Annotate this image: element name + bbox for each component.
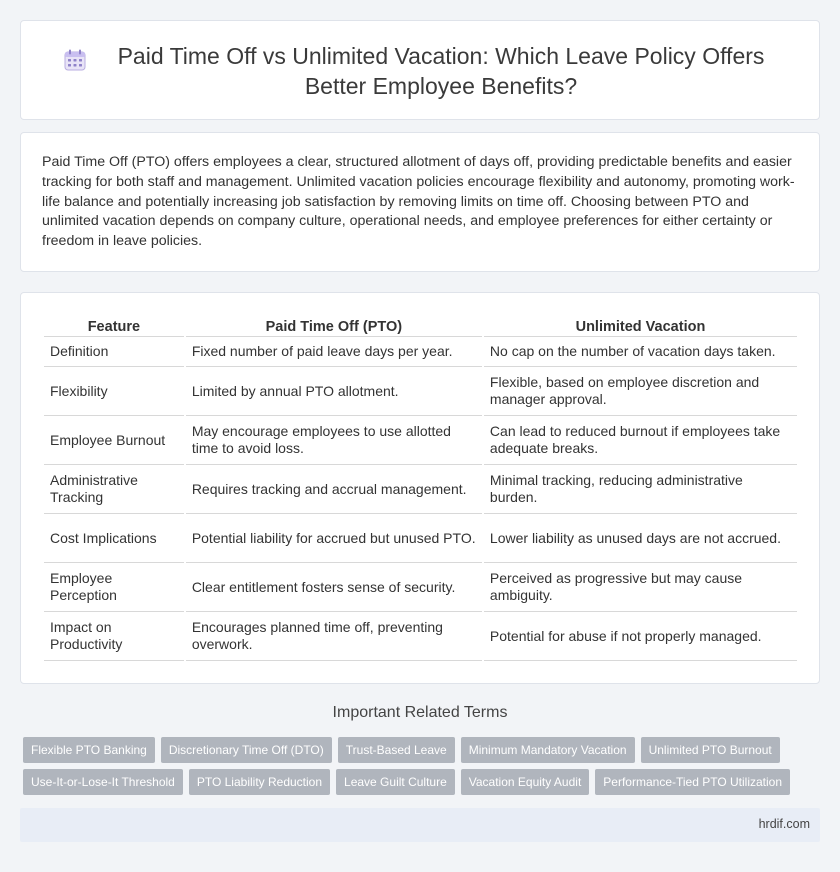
- row-pto: Requires tracking and accrual management.: [186, 465, 482, 514]
- row-feature: Cost Implications: [44, 514, 184, 563]
- row-unlimited: Lower liability as unused days are not accrued.: [484, 514, 797, 563]
- page-title: Paid Time Off vs Unlimited Vacation: Which Leave Policy Offers Better Employee Benefits?: [117, 43, 765, 99]
- table-row: [44, 514, 797, 563]
- row-feature: Impact on Productivity: [44, 612, 184, 661]
- row-feature: Employee Burnout: [44, 416, 184, 465]
- related-term-tag[interactable]: Discretionary Time Off (DTO): [161, 737, 332, 763]
- row-pto: May encourage employees to use allotted time to avoid loss.: [186, 416, 482, 465]
- table-row: [44, 337, 797, 367]
- related-term-tag[interactable]: Use-It-or-Lose-It Threshold: [23, 769, 183, 795]
- related-term-tag[interactable]: PTO Liability Reduction: [189, 769, 330, 795]
- table-row: [44, 612, 797, 661]
- header-pto: Paid Time Off (PTO): [186, 315, 482, 337]
- related-term-tag[interactable]: Vacation Equity Audit: [461, 769, 590, 795]
- related-terms-heading: Important Related Terms: [332, 704, 508, 721]
- footer-site-link[interactable]: hrdif.com: [758, 817, 810, 831]
- table-header-row: [44, 315, 797, 337]
- row-unlimited: Minimal tracking, reducing administrative burden.: [484, 465, 797, 514]
- table-row: [44, 416, 797, 465]
- row-unlimited: Flexible, based on employee discretion and manager approval.: [484, 367, 797, 416]
- header-feature: Feature: [44, 315, 184, 337]
- row-pto: Clear entitlement fosters sense of security.: [186, 563, 482, 612]
- related-term-tag[interactable]: Trust-Based Leave: [338, 737, 455, 763]
- comparison-card: [20, 292, 820, 684]
- row-unlimited: Can lead to reduced burnout if employees take adequate breaks.: [484, 416, 797, 465]
- intro-paragraph: Paid Time Off (PTO) offers employees a clear, structured allotment of days off, providing predictable benefits and easier tracking for both staff and management. Unlimited vacation policies encourage flexibility and autonomy, promoting work-life balance and potentially increasing job satisfaction by removing limits on time off. Choosing between PTO and unlimited vacation depends on company culture, operational needs, and employee preferences for either certainty or freedom in leave policies.: [42, 154, 795, 250]
- row-feature: Administrative Tracking: [44, 465, 184, 514]
- title-card: [20, 20, 820, 120]
- table-row: [44, 465, 797, 514]
- row-unlimited: Potential for abuse if not properly managed.: [484, 612, 797, 661]
- table-row: [44, 367, 797, 416]
- row-feature: Definition: [44, 337, 184, 367]
- related-terms-list: [23, 737, 813, 795]
- related-term-tag[interactable]: Performance-Tied PTO Utilization: [595, 769, 790, 795]
- intro-card: [20, 132, 820, 272]
- table-row: [44, 563, 797, 612]
- header-unlimited: Unlimited Vacation: [484, 315, 797, 337]
- row-pto: Potential liability for accrued but unused PTO.: [186, 514, 482, 563]
- row-unlimited: No cap on the number of vacation days taken.: [484, 337, 797, 367]
- row-feature: Flexibility: [44, 367, 184, 416]
- row-pto: Limited by annual PTO allotment.: [186, 367, 482, 416]
- comparison-table: [42, 315, 799, 661]
- row-pto: Encourages planned time off, preventing overwork.: [186, 612, 482, 661]
- related-term-tag[interactable]: Unlimited PTO Burnout: [641, 737, 780, 763]
- related-term-tag[interactable]: Flexible PTO Banking: [23, 737, 155, 763]
- row-unlimited: Perceived as progressive but may cause ambiguity.: [484, 563, 797, 612]
- row-pto: Fixed number of paid leave days per year.: [186, 337, 482, 367]
- related-term-tag[interactable]: Leave Guilt Culture: [336, 769, 455, 795]
- footer-bar: [20, 808, 820, 842]
- row-feature: Employee Perception: [44, 563, 184, 612]
- related-term-tag[interactable]: Minimum Mandatory Vacation: [461, 737, 635, 763]
